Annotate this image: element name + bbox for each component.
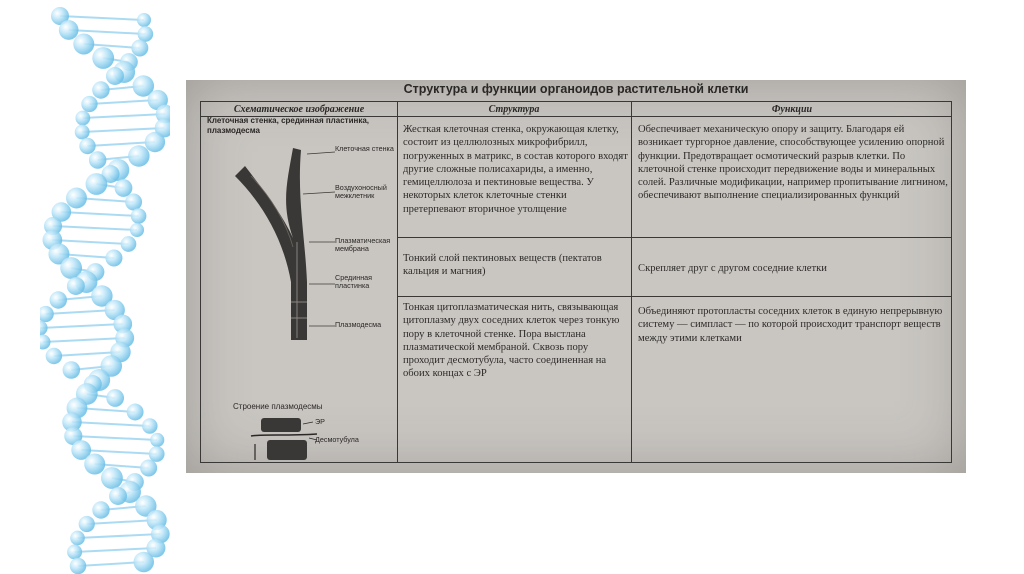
dna-rung <box>72 422 150 426</box>
document-title: Структура и функции органоидов растительной клетки <box>403 82 749 96</box>
dna-sphere <box>137 13 151 27</box>
label-middle-lamella: Срединная пластинка <box>335 273 373 291</box>
dna-rung <box>82 128 164 132</box>
organelle-table <box>200 101 952 463</box>
dna-rung <box>75 548 156 552</box>
structure-middle-lamella: Тонкий слой пектиновых веществ (пектатов кальция и магния) <box>403 253 602 278</box>
dna-sphere <box>138 26 154 42</box>
dna-sphere <box>66 188 87 209</box>
dna-rung <box>78 534 161 538</box>
dna-sphere <box>40 321 48 336</box>
dna-sphere <box>131 40 148 57</box>
function-plasmodesma: Объединяют протопласты соседних клеток в единую непрерывную систему — симпласт — по которой происходит транспорт веществ между этими клетками <box>638 306 943 344</box>
dna-sphere <box>92 47 114 69</box>
dna-rung <box>43 338 125 342</box>
dna-sphere <box>106 389 124 407</box>
dna-sphere <box>70 558 86 574</box>
dna-sphere <box>59 20 79 40</box>
label-cell-wall: Клеточная стенка <box>335 144 394 153</box>
label-plasma-membrane: Плазматическая мембрана <box>335 236 391 254</box>
label-plasmodesma: Плазмодесма <box>335 320 382 329</box>
dna-sphere <box>150 433 164 447</box>
dna-sphere <box>142 418 158 434</box>
dna-rung <box>61 212 138 216</box>
dna-sphere <box>86 173 108 195</box>
dna-sphere <box>134 552 154 572</box>
dna-sphere <box>50 291 67 308</box>
label-air-space: Воздухоносный межклетник <box>335 183 387 201</box>
row-divider <box>397 237 951 238</box>
function-cell-wall: Обеспечивает механическую опору и защиту. Благодаря ей возникает тургорное давление, способствующее усилению опорной функции. Предотвращает осмотический разрыв клетки. По клеточной стенке происходит передвижение воды и минеральных солей. Различные модификации, например пропитывание лигнином, обеспечивают выполнение специализированных функций <box>638 124 948 202</box>
header-functions: Функции <box>771 104 813 115</box>
row-divider <box>397 296 951 297</box>
dna-rung <box>60 16 144 20</box>
table-photo <box>186 80 966 473</box>
dna-sphere <box>75 125 90 140</box>
structure-cell-wall: Жесткая клеточная стенка, окружающая клетку, состоит из целлюлозных микрофибрилл, погруженных в матрикс, в состав которого входят другие сложные полисахариды, а именно, гемицеллюлоза и пектиновые вещества. У некоторых клеток клеточные стенки претерпевают вторичное утолщение <box>403 124 628 215</box>
dna-sphere <box>145 132 165 152</box>
dna-sphere <box>79 516 95 532</box>
dna-sphere <box>63 361 81 379</box>
dna-rung <box>46 310 115 314</box>
dna-sphere <box>127 404 144 421</box>
dna-rung <box>53 226 137 230</box>
dna-helix-decoration <box>40 0 170 574</box>
dna-sphere <box>92 501 109 518</box>
dna-sphere <box>125 194 142 211</box>
dna-rung <box>73 436 157 440</box>
dna-rung <box>40 324 123 328</box>
figure-title: Клеточная стенка, срединная пластинка, плазмодесма <box>207 116 370 135</box>
header-scheme: Схематическое изображение <box>233 104 365 115</box>
dna-sphere <box>75 111 90 126</box>
dna-sphere <box>109 487 127 505</box>
dna-rung <box>89 100 157 104</box>
dna-sphere <box>70 531 85 546</box>
dna-sphere <box>115 179 133 197</box>
dna-sphere <box>67 277 85 295</box>
label-desmotubule: Десмотубула <box>315 435 359 444</box>
dna-sphere <box>101 467 123 489</box>
structure-plasmodesma: Тонкая цитоплазматическая нить, связывающая цитоплазму двух соседних клеток через тонкую пору в клеточной стенке. Пора выстлана плазматической мембраной. Сквозь пору проходит десмотубула, часто соединенная на обоих концах с ЭР <box>403 302 620 380</box>
dna-sphere <box>105 249 122 266</box>
dna-sphere <box>46 348 62 364</box>
plasmodesma-structure-title: Строение плазмодесмы <box>233 402 323 411</box>
dna-sphere <box>106 67 124 85</box>
dna-sphere <box>79 138 95 154</box>
column-divider <box>397 102 398 462</box>
dna-rung <box>52 240 128 244</box>
dna-sphere <box>149 446 165 462</box>
header-structure: Структура <box>488 104 540 115</box>
dna-sphere <box>89 151 106 168</box>
dna-sphere <box>40 335 50 350</box>
dna-sphere <box>40 306 54 322</box>
dna-rung <box>69 30 146 34</box>
function-middle-lamella: Скрепляет друг с другом соседние клетки <box>638 263 827 274</box>
label-er: ЭР <box>315 417 325 426</box>
dna-sphere <box>73 34 94 55</box>
dna-rung <box>87 520 157 524</box>
dna-rung <box>81 450 157 454</box>
dna-sphere <box>128 145 149 166</box>
dna-sphere <box>121 236 137 252</box>
dna-sphere <box>131 208 147 224</box>
dna-sphere <box>81 96 97 112</box>
dna-sphere <box>67 545 82 560</box>
dna-sphere <box>92 81 109 98</box>
dna-sphere <box>84 453 105 474</box>
label-pointers <box>299 142 339 342</box>
dna-sphere <box>140 459 157 476</box>
dna-rung <box>83 114 165 118</box>
column-divider <box>631 102 632 462</box>
dna-sphere <box>130 223 144 237</box>
